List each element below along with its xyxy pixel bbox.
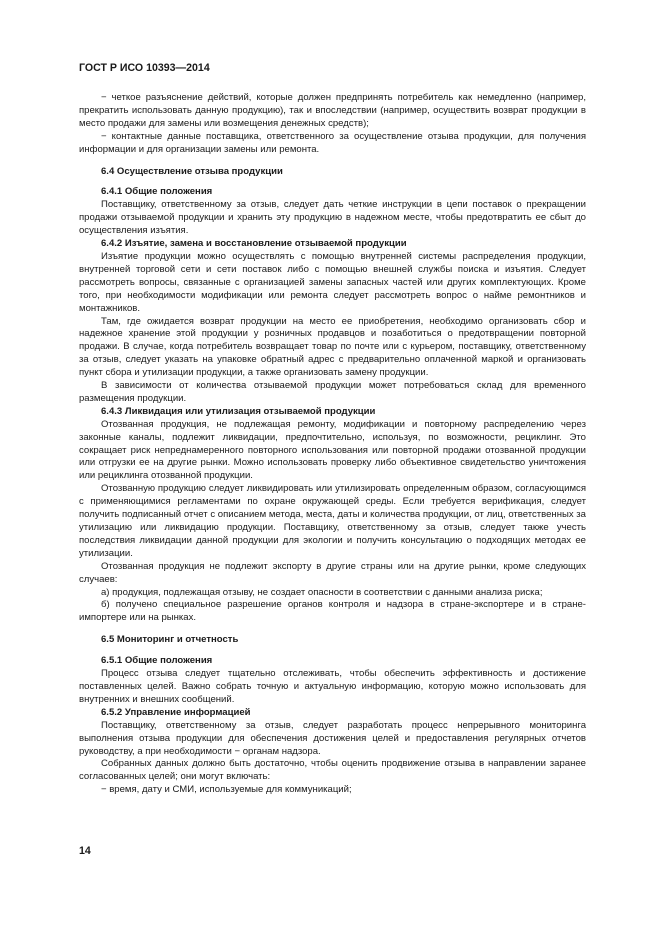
page-number: 14 — [79, 845, 91, 857]
paragraph: − контактные данные поставщика, ответственного за осуществление отзыва продукции, для получения информации и для организации замены или ремонта. — [79, 130, 586, 155]
paragraph: б) получено специальное разрешение органов контроля и надзора в стране-экспортере и в стране-импортере или на рынках. — [79, 599, 586, 624]
subsection-heading: 6.5.1 Общие положения — [101, 655, 213, 667]
paragraph: Собранных данных должно быть достаточно, чтобы оценить продвижение отзыва в направлении заранее согласованных целей; они могут включать: — [79, 758, 586, 783]
section-heading: 6.4 Осуществление отзыва продукции — [101, 165, 283, 177]
paragraph: − время, дату и СМИ, используемые для коммуникаций; — [101, 784, 352, 796]
paragraph: Отозванную продукцию следует ликвидировать или утилизировать определенным образом, согласующимся с применяющимися регламентами по охране окружающей среды. Если требуется верификация, следует получить подписанный отчет с описанием метода, места, даты и количества продукции, от лиц, ответственных за утилизацию или ликвидацию продукции. Поставщику, ответственному за отзыв, следует также учесть последствия ликвидации данной продукции для экологии и получить консультацию о подходящих методах ее утилизации. — [79, 483, 586, 559]
document-body — [79, 92, 586, 797]
subsection-heading: 6.4.3 Ликвидация или утилизация отзываемой продукции — [101, 405, 376, 417]
paragraph: − четкое разъяснение действий, которые должен предпринять потребитель как немедленно (например, прекратить использовать данную продукцию), так и впоследствии (например, осуществить возврат продукции в место продажи для замены или возмещения денежных средств); — [79, 92, 586, 129]
paragraph: Отозванная продукция не подлежит экспорту в другие страны или на другие рынки, кроме следующих случаев: — [79, 560, 586, 585]
standard-designation: ГОСТ Р ИСО 10393—2014 — [79, 62, 210, 74]
document-page — [79, 62, 586, 797]
paragraph: Изъятие продукции можно осуществлять с помощью внутренней системы распределения продукции, внутренней торговой сети и сети поставок либо с помощью внешней службы поиска и изъятия. Следует рассмотреть вопросы, связанные с организацией замены запасных частей или других комплектующих. Кроме того, при необходимости модификации или ремонта следует рассмотреть вопрос о найме ремонтников и монтажников. — [79, 250, 586, 314]
paragraph: Процесс отзыва следует тщательно отслеживать, чтобы обеспечить эффективность и достижение поставленных целей. Важно собрать точную и актуальную информацию, которую можно использовать для внутренних и внешних сообщений. — [79, 668, 586, 705]
paragraph: Там, где ожидается возврат продукции на место ее приобретения, необходимо организовать сбор и надежное хранение этой продукции у розничных продавцов и позаботиться о предотвращении повторной продажи. В случае, когда потребитель возвращает товар по почте или с курьером, поставщику, ответственному за отзыв, следует указать на упаковке обратный адрес с предварительно оплаченной маркой и организовать пункт сбора и утилизации продукции, а также организовать замену продукции. — [79, 315, 586, 379]
paragraph: Отозванная продукция, не подлежащая ремонту, модификации и повторному распределению через законные каналы, подлежит ликвидации, предпочтительно, используя, по возможности, рециклинг. Это сокращает риск непреднамеренного повторного использования или повторной продажи отозванной продукции или отгрузки ее на другие рынки. Можно использовать проверку либо объективное свидетельство уничтожения или рециклинга отозванной продукции. — [79, 418, 586, 482]
paragraph: а) продукция, подлежащая отзыву, не создает опасности в соответствии с данными анализа риска; — [101, 586, 543, 598]
paragraph: Поставщику, ответственному за отзыв, следует дать четкие инструкции в цепи поставок о прекращении продажи отзываемой продукции и хранить эту продукцию в надежном месте, чтобы предотвратить ее сбыт до осуществления изъятия. — [79, 199, 586, 237]
subsection-heading: 6.4.1 Общие положения — [101, 186, 213, 198]
subsection-heading: 6.4.2 Изъятие, замена и восстановление отзываемой продукции — [101, 238, 407, 250]
subsection-heading: 6.5.2 Управление информацией — [101, 706, 251, 718]
paragraph: В зависимости от количества отзываемой продукции может потребоваться склад для временного размещения продукции. — [79, 380, 586, 404]
paragraph: Поставщику, ответственному за отзыв, следует разработать процесс непрерывного мониторинга выполнения отзыва продукции для обеспечения достижения целей и предоставления регулярных отчетов руководству, а при необходимости − органам надзора. — [79, 719, 586, 757]
section-heading: 6.5 Мониторинг и отчетность — [101, 634, 239, 646]
